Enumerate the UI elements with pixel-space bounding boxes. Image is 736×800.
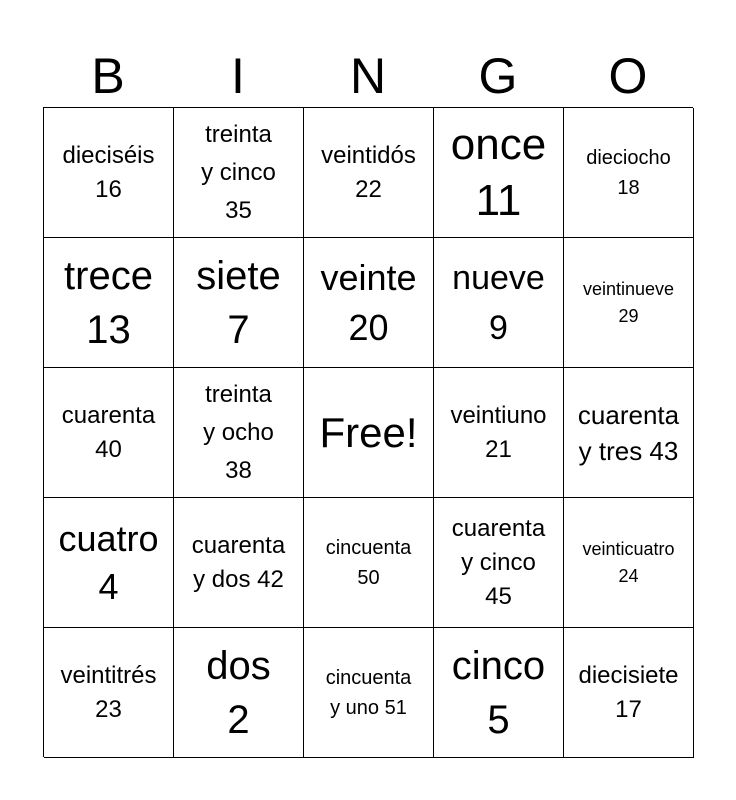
cell-text: dieciséis 16	[62, 141, 155, 203]
free-space-text: Free!	[319, 408, 418, 456]
cell-text: dieciocho 18	[586, 146, 671, 199]
cell-text: veintinueve 29	[582, 278, 675, 326]
cell-text: cuarenta 40	[61, 401, 156, 463]
bingo-cell[interactable]	[44, 238, 174, 368]
bingo-cell[interactable]	[564, 238, 694, 368]
cell-text: cuarenta y tres 43	[577, 399, 680, 466]
bingo-cell[interactable]	[174, 628, 304, 758]
header-letter-o: O	[608, 48, 648, 104]
cell-text: once 11	[450, 119, 547, 225]
bingo-cell[interactable]	[434, 498, 564, 628]
bingo-cell[interactable]	[174, 238, 304, 368]
cell-text: cuarenta y dos 42	[191, 531, 286, 593]
cell-text: cuarenta y cinco 45	[451, 514, 546, 610]
cell-text: veinticuatro 24	[582, 538, 675, 586]
bingo-cell[interactable]	[304, 108, 434, 238]
cell-text: veintitrés 23	[60, 661, 157, 723]
header-letter-i: I	[231, 48, 245, 104]
cell-text: cuatro 4	[58, 517, 159, 607]
header-letter-n: N	[349, 48, 387, 104]
cell-text: veintidós 22	[321, 141, 416, 203]
bingo-cell[interactable]	[44, 628, 174, 758]
cell-text: veintiuno 21	[450, 401, 547, 463]
bingo-cell[interactable]	[434, 238, 564, 368]
cell-text: diecisiete 17	[578, 661, 679, 723]
bingo-cell[interactable]	[564, 628, 694, 758]
cell-text: cincuenta y uno 51	[325, 666, 412, 719]
bingo-cell[interactable]	[434, 628, 564, 758]
bingo-cell free-space[interactable]	[304, 368, 434, 498]
bingo-cell[interactable]	[564, 368, 694, 498]
bingo-cell[interactable]	[174, 368, 304, 498]
bingo-cell[interactable]	[564, 108, 694, 238]
cell-text: veinte 20	[320, 256, 417, 348]
cell-text: treinta y ocho 38	[203, 380, 274, 484]
bingo-cell[interactable]	[434, 108, 564, 238]
bingo-cell[interactable]	[304, 498, 434, 628]
bingo-cell[interactable]	[434, 368, 564, 498]
header-letter-g: G	[478, 48, 518, 104]
bingo-cell[interactable]	[304, 628, 434, 758]
cell-text: cinco 5	[451, 643, 546, 742]
cell-text: nueve 9	[452, 258, 545, 347]
cell-text: trece 13	[64, 253, 153, 352]
bingo-header	[43, 44, 693, 108]
cell-text: siete 7	[196, 253, 281, 352]
bingo-cell[interactable]	[564, 498, 694, 628]
bingo-cell[interactable]	[44, 368, 174, 498]
header-letter-b: B	[91, 48, 125, 104]
bingo-cell[interactable]	[174, 498, 304, 628]
cell-text: treinta y cinco 35	[201, 120, 276, 224]
bingo-cell[interactable]	[44, 498, 174, 628]
bingo-cell[interactable]	[304, 238, 434, 368]
bingo-cell[interactable]	[44, 108, 174, 238]
cell-text: dos 2	[206, 643, 271, 742]
bingo-cell[interactable]	[174, 108, 304, 238]
bingo-card-grid	[43, 107, 693, 757]
cell-text: cincuenta 50	[325, 536, 412, 589]
